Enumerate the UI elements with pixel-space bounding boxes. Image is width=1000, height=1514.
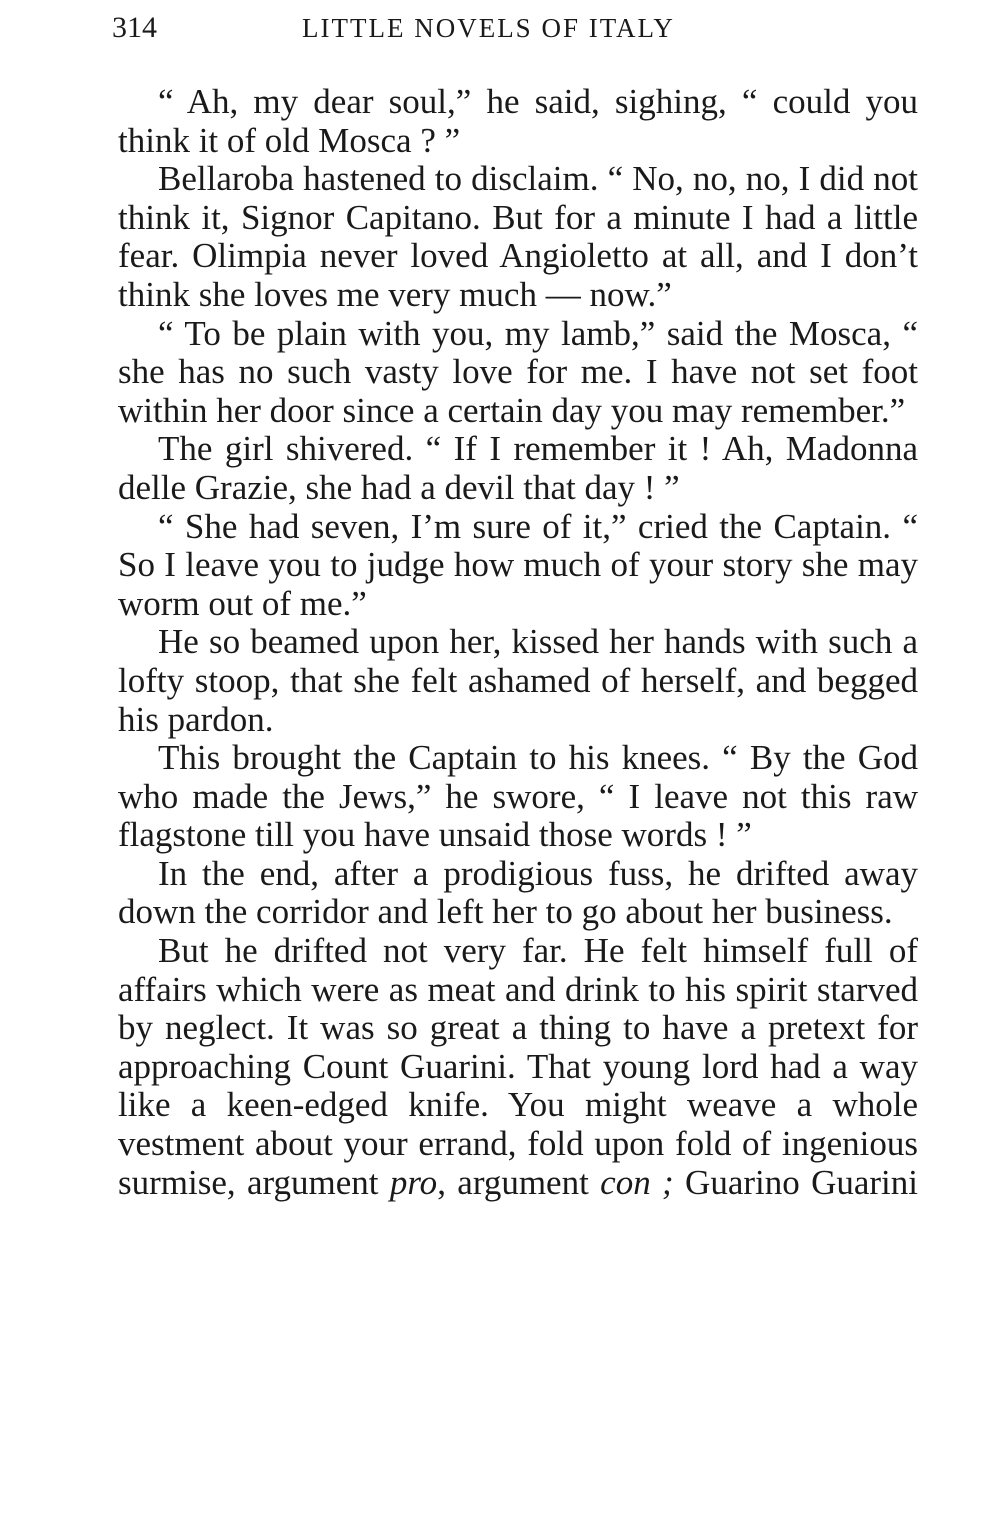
paragraph-9-text-b: , argument <box>437 1162 601 1202</box>
running-title: LITTLE NOVELS OF ITALY <box>302 13 675 43</box>
paragraph-5: “ She had seven, I’m sure of it,” cried the Captain. “ So I leave you to judge how much of your story she may worm out of me.” <box>118 506 918 623</box>
paragraph-6: He so beamed upon her, kissed her hands with such a lofty stoop, that she felt ashamed of herself, and begged his pardon. <box>118 622 918 739</box>
paragraph-1: “ Ah, my dear soul,” he said, sighing, “ could you think it of old Mosca ? ” <box>118 82 918 160</box>
paragraph-8: In the end, after a prodigious fuss, he drifted away down the corridor and left her to go about her business. <box>118 853 918 932</box>
paragraph-2: Bellaroba hastened to disclaim. “ No, no, no, I did not think it, Signor Capitano. But for a minute I had a little fear. Olimpia never loved Angioletto at all, and I don’t think she loves me very much — now.” <box>118 159 918 314</box>
paragraph-4: The girl shivered. “ If I remember it ! Ah, Madonna delle Grazie, she had a devil that day ! ” <box>118 429 918 507</box>
paragraph-3: “ To be plain with you, my lamb,” said the Mosca, “ she has no such vasty love for me. I have not set foot within her door since a certain day you may remember.” <box>118 313 918 430</box>
page-number: 314 <box>112 11 157 44</box>
italic-pro: pro <box>389 1162 438 1202</box>
paragraph-9-text-a: But he drifted not very far. He felt himself full of affairs which were as meat and drink to his spirit starved by neglect. It was so great a thing to have a pretext for approaching Count Guarini. That young lord had a way like a keen-edged knife. You might weave a whole vestment about your errand, fold upon fold of ingenious surmise, argument <box>118 931 918 1202</box>
italic-con: con ; <box>600 1162 674 1202</box>
paragraph-9-text-c: Guarino Guarini <box>673 1162 919 1202</box>
body-text <box>118 83 918 1202</box>
paragraph-7: This brought the Captain to his knees. “ By the God who made the Jews,” he swore, “ I leave not this raw flagstone till you have unsaid those words ! ” <box>118 738 918 855</box>
paragraph-9 <box>118 932 918 1202</box>
running-head <box>112 8 918 48</box>
